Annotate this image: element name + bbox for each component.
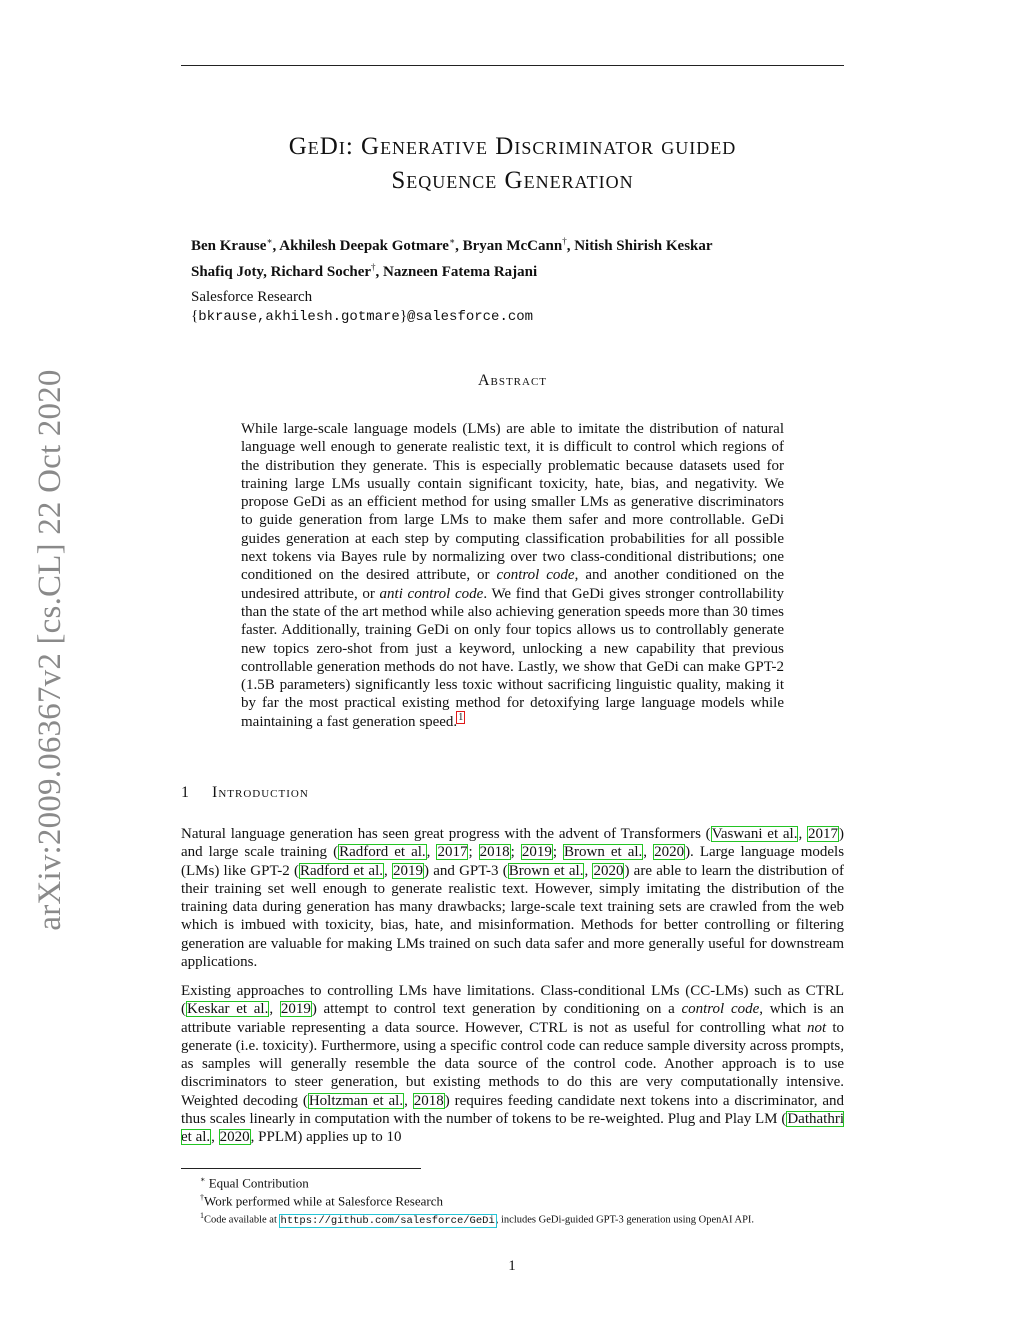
body-text: , (426, 844, 437, 861)
affiliation: Salesforce Research (191, 289, 313, 305)
footnote-mark: † (200, 1193, 204, 1202)
citation-link[interactable]: Brown et al. (508, 862, 584, 879)
author-name: Ben Krause (191, 238, 267, 254)
citation-link[interactable]: 2017 (808, 826, 838, 842)
author-name: Nazneen Fatema Rajani (383, 264, 538, 280)
code-url-link[interactable]: https://github.com/salesforce/GeDi (280, 1214, 495, 1227)
author-mark: ∗ (266, 236, 273, 246)
abstract-heading: Abstract (477, 372, 548, 389)
section-heading (181, 784, 309, 802)
author-mark: † (562, 236, 567, 246)
citation-link[interactable]: 2020 (219, 1129, 250, 1146)
section-number: 1 (181, 784, 190, 801)
body-text: , (404, 1092, 413, 1109)
abstract-emphasis: control code (496, 567, 575, 584)
citation-link[interactable]: 2018 (479, 844, 510, 861)
body-text: , (269, 1001, 280, 1018)
body-text: ; (552, 844, 563, 861)
page-number: 1 (508, 1258, 516, 1274)
footnote-text: Equal Contribution (205, 1175, 309, 1191)
citation-link[interactable]: Dathathri et al. (181, 1111, 844, 1146)
citation-link[interactable]: Vaswani et al. (711, 826, 798, 842)
footnote-text: Code available at (204, 1214, 280, 1226)
citation-link[interactable]: Keskar et al. (187, 1001, 269, 1018)
body-text: ) and large scale training ( (181, 826, 844, 861)
brace-open: { (191, 308, 199, 324)
body-emphasis: not (807, 1019, 827, 1036)
body-text: ) attempt to control text generation by conditioning on a (311, 1001, 682, 1018)
footnote-mark: 1 (200, 1211, 204, 1220)
body-text: , (643, 844, 654, 861)
body-text: ; (510, 844, 521, 861)
author-mark: ∗ (448, 236, 456, 246)
body-text: , (211, 1129, 219, 1146)
citation-link[interactable]: Radford et al. (339, 844, 426, 861)
citation-link[interactable]: Holtzman et al. (308, 1092, 404, 1109)
body-text: , (798, 826, 807, 842)
citation-link[interactable]: 2019 (521, 844, 552, 861)
author-name: Nitish Shirish Keskar (574, 238, 713, 254)
author-emails (191, 306, 533, 327)
abstract-text: . We find that GeDi gives stronger controllability than the state of the art method while also achieving generation speeds more than 30 times faster. Additionally, training GeDi on only four topics allows us to controllably generate new topics zero-shot from just a keyword, unlocking a new capability that previous controllable generation methods do not have. Lastly, we show that GeDi can make GPT-2 (1.5B parameters) significantly less toxic without sacrificing linguistic quality, making it by far the most practical existing method for detoxifying large language models while maintaining a fast generation speed. (241, 585, 784, 730)
body-text: ). Large language models (LMs) like GPT-2 ( (181, 844, 845, 879)
abstract-text: , and another conditioned on the undesired attribute, or (241, 567, 785, 602)
abstract-emphasis: anti control code (379, 585, 484, 602)
section-title: Introduction (212, 784, 309, 801)
body-text: ) are able to learn the distribution of their training set well enough to generate realistic text. However, simply imitating the distribution of the training data during generation has many drawbacks; large-scale text training sets are crawled from the web which is imbued with toxicity, bias, hate, and misinformation. Methods for better controlling or filtering generation are valuable for making LMs trained on such data safer and more generally useful for downstream applications. (181, 862, 844, 971)
citation-link[interactable]: 2017 (437, 844, 468, 861)
citation-link[interactable]: Radford et al. (299, 862, 383, 879)
abstract-text: While large-scale language models (LMs) are able to imitate the distribution of natural language well enough to generate realistic text, it is difficult to control which regions of the distribution they generate. This is especially problematic because datasets used for training large LMs usually contain significant toxicity, hate, bias, and negativity. We propose GeDi as an efficient method for using smaller LMs as generative discriminators to guide generation from large LMs to make them safer and more controllable. GeDi guides generation at each step by computing classification probabilities for all possible next tokens via Bayes rule by normalizing over two class-conditional distributions; one conditioned on the desired attribute, or (241, 421, 784, 584)
body-text: , (383, 862, 392, 879)
body-text: , (584, 862, 593, 879)
citation-link[interactable]: 2018 (413, 1092, 444, 1109)
body-text: Existing approaches to controlling LMs have limitations. Class-conditional LMs (CC-LMs) such as CTRL ( (181, 983, 844, 1018)
citation-link[interactable]: Brown et al. (564, 844, 643, 861)
body-text: Natural language generation has seen great progress with the advent of Transformers ( (181, 826, 711, 842)
body-text: , PPLM) applies up to 10 (250, 1129, 402, 1146)
author-mark: † (371, 262, 376, 272)
paper-title (181, 130, 844, 198)
footnote-2 (200, 1190, 443, 1209)
brace-close: } (399, 308, 408, 324)
intro-paragraph-1 (181, 825, 844, 971)
footnote-1 (200, 1172, 309, 1191)
title-line-1: GeDi: Generative Discriminator guided (288, 133, 737, 160)
citation-link[interactable]: 2020 (593, 862, 624, 879)
author-name: Shafiq Joty (191, 264, 264, 280)
author-name: Richard Socher (270, 264, 372, 280)
email-domain: @salesforce.com (407, 309, 534, 325)
header-rule (181, 65, 844, 66)
footnote-text: , includes GeDi-guided GPT-3 generation using OpenAI API. (495, 1214, 755, 1226)
body-text: ; (468, 844, 479, 861)
body-text: ) and GPT-3 ( (423, 862, 508, 879)
footnote-text: Work performed while at Salesforce Research (204, 1193, 443, 1209)
author-name: Bryan McCann (462, 238, 563, 254)
author-name: Akhilesh Deepak Gotmare (279, 238, 449, 254)
title-line-2: Sequence Generation (391, 167, 634, 194)
citation-link[interactable]: 2019 (392, 862, 423, 879)
footnote-3 (200, 1208, 754, 1229)
email-users: bkrause,akhilesh.gotmare (198, 309, 400, 325)
body-text: to generate (i.e. toxicity). Furthermore, using a specific control code can reduce sample diversity across prompts, as samples will generally resemble the data source of the control code. Another approach is to use discriminators to steer generation, but existing methods to do this are very computationally intensive. Weighted decoding ( (181, 1019, 844, 1109)
citation-link[interactable]: 2020 (654, 844, 685, 861)
arxiv-sidebar-stamp: arXiv:2009.06367v2 [cs.CL] 22 Oct 2020 (32, 369, 68, 931)
body-text: , which is an attribute variable representing a data source. However, CTRL is not as useful for controlling what (181, 1001, 845, 1036)
footnote-link[interactable]: 1 (458, 711, 464, 723)
intro-paragraph-2 (181, 982, 844, 1147)
body-emphasis: control code (681, 1001, 760, 1018)
author-list: Ben Krause∗, Akhilesh Deepak Gotmare∗, Bryan McCann†, Nitish Shirish Keskar Shafiq Joty, Richard Socher†, Nazneen Fatema Rajani (191, 236, 713, 280)
body-text: ) requires feeding candidate next tokens into a discriminator, and thus scales linearly in computation with the number of tokens to be re-weighted. Plug and Play LM ( (181, 1092, 844, 1128)
footnote-rule (181, 1168, 421, 1169)
citation-link[interactable]: 2019 (280, 1001, 311, 1018)
footnote-mark: ∗ (200, 1175, 206, 1184)
abstract-body (241, 420, 784, 731)
